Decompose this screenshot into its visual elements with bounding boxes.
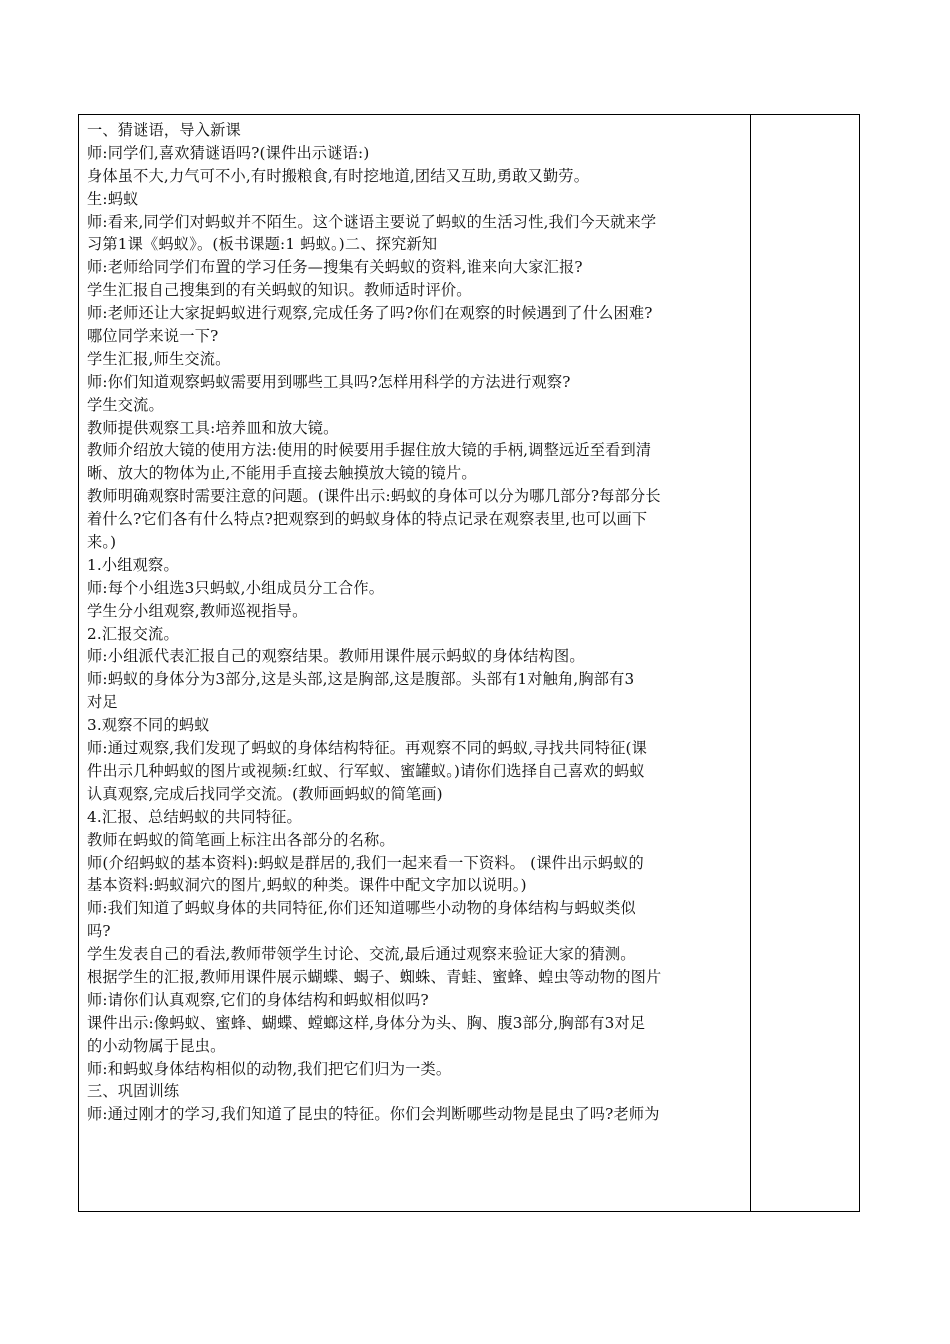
text-line: 师:蚂蚁的身体分为3部分,这是头部,这是胸部,这是腹部。头部有1对触角,胸部有3 (87, 670, 635, 689)
text-line: 的小动物属于昆虫。 (87, 1036, 226, 1055)
text-line: 教师提供观察工具:培养皿和放大镜。 (87, 418, 339, 437)
text-line: 师:请你们认真观察,它们的身体结构和蚂蚁相似吗? (87, 990, 429, 1009)
text-line: 2.汇报交流。 (87, 624, 179, 643)
text-line: 件出示几种蚂蚁的图片或视频:红蚁、行军蚁、蜜罐蚁。)请你们选择自己喜欢的蚂蚁 (87, 761, 645, 780)
text-line: 生:蚂蚁 (87, 189, 139, 208)
text-line: 身体虽不大,力气可不小,有时搬粮食,有时挖地道,团结又互助,勇敢又勤劳。 (87, 166, 590, 185)
text-line: 师:每个小组选3只蚂蚁,小组成员分工合作。 (87, 578, 385, 597)
text-line: 根据学生的汇报,教师用课件展示蝴蝶、蝎子、蜘蛛、青蛙、蜜蜂、蝗虫等动物的图片 (87, 967, 662, 986)
text-line: 4.汇报、总结蚂蚁的共同特征。 (87, 807, 302, 826)
text-line: 学生交流。 (87, 395, 164, 414)
text-line: 师:同学们,喜欢猜谜语吗?(课件出示谜语:) (87, 143, 370, 162)
text-line: 学生汇报自己搜集到的有关蚂蚁的知识。教师适时评价。 (87, 281, 472, 300)
text-line: 学生发表自己的看法,教师带领学生讨论、交流,最后通过观察来验证大家的猜测。 (87, 945, 636, 964)
text-line: 教师在蚂蚁的简笔画上标注出各部分的名称。 (87, 830, 395, 849)
text-line: 师:我们知道了蚂蚁身体的共同特征,你们还知道哪些小动物的身体结构与蚂蚁类似 (87, 899, 636, 918)
text-line: 师:老师给同学们布置的学习任务—搜集有关蚂蚁的资料,谁来向大家汇报? (87, 258, 583, 277)
text-line: 教师介绍放大镜的使用方法:使用的时候要用手握住放大镜的手柄,调整远近至看到清 (87, 441, 652, 460)
lesson-content-cell (79, 115, 751, 1211)
text-line: 师:和蚂蚁身体结构相似的动物,我们把它们归为一类。 (87, 1059, 452, 1078)
text-line: 一、猜谜语，导入新课 (87, 121, 241, 139)
text-line: 师:通过观察,我们发现了蚂蚁的身体结构特征。再观察不同的蚂蚁,寻找共同特征(课 (87, 739, 648, 758)
text-line: 认真观察,完成后找同学交流。(教师画蚂蚁的简笔画) (87, 784, 443, 803)
text-line: 来。) (87, 533, 117, 552)
text-line: 师:小组派代表汇报自己的观察结果。教师用课件展示蚂蚁的身体结构图。 (87, 647, 585, 666)
text-line: 师:老师还让大家捉蚂蚁进行观察,完成任务了吗?你们在观察的时候遇到了什么困难? (87, 304, 653, 323)
text-line: 师(介绍蚂蚁的基本资料):蚂蚁是群居的,我们一起来看一下资料。 (课件出示蚂蚁的 (87, 853, 644, 872)
text-line: 课件出示:像蚂蚁、蜜蜂、蝴蝶、螳螂这样,身体分为头、胸、腹3部分,胸部有3对足 (87, 1013, 646, 1032)
text-line: 晰、放大的物体为止,不能用手直接去触摸放大镜的镜片。 (87, 464, 477, 483)
text-line: 哪位同学来说一下? (87, 327, 219, 346)
text-line: 基本资料:蚂蚁洞穴的图片,蚂蚁的种类。课件中配文字加以说明。) (87, 876, 527, 895)
text-line: 三、巩固训练 (87, 1082, 180, 1101)
text-line: 师:通过刚才的学习,我们知道了昆虫的特征。你们会判断哪些动物是昆虫了吗?老师为 (87, 1105, 660, 1124)
text-line: 着什么?它们各有什么特点?把观察到的蚂蚁身体的特点记录在观察表里,也可以画下 (87, 510, 648, 529)
text-line: 1.小组观察。 (87, 555, 179, 574)
text-line: 学生分小组观察,教师巡视指导。 (87, 601, 308, 620)
text-line: 学生汇报,师生交流。 (87, 349, 231, 368)
text-line: 3.观察不同的蚂蚁 (87, 716, 210, 735)
text-line: 吗? (87, 922, 111, 941)
text-line: 对足 (87, 693, 118, 712)
text-line: 师:你们知道观察蚂蚁需要用到哪些工具吗?怎样用科学的方法进行观察? (87, 372, 571, 391)
text-line: 师:看来,同学们对蚂蚁并不陌生。这个谜语主要说了蚂蚁的生活习性,我们今天就来学 (87, 212, 657, 231)
text-line: 教师明确观察时需要注意的问题。(课件出示:蚂蚁的身体可以分为哪几部分?每部分长 (87, 487, 661, 506)
notes-cell (751, 115, 859, 1211)
lesson-plan-table (78, 114, 860, 1212)
text-line: 习第1课《蚂蚁》。(板书课题:1 蚂蚁。)二、探究新知 (87, 235, 438, 254)
